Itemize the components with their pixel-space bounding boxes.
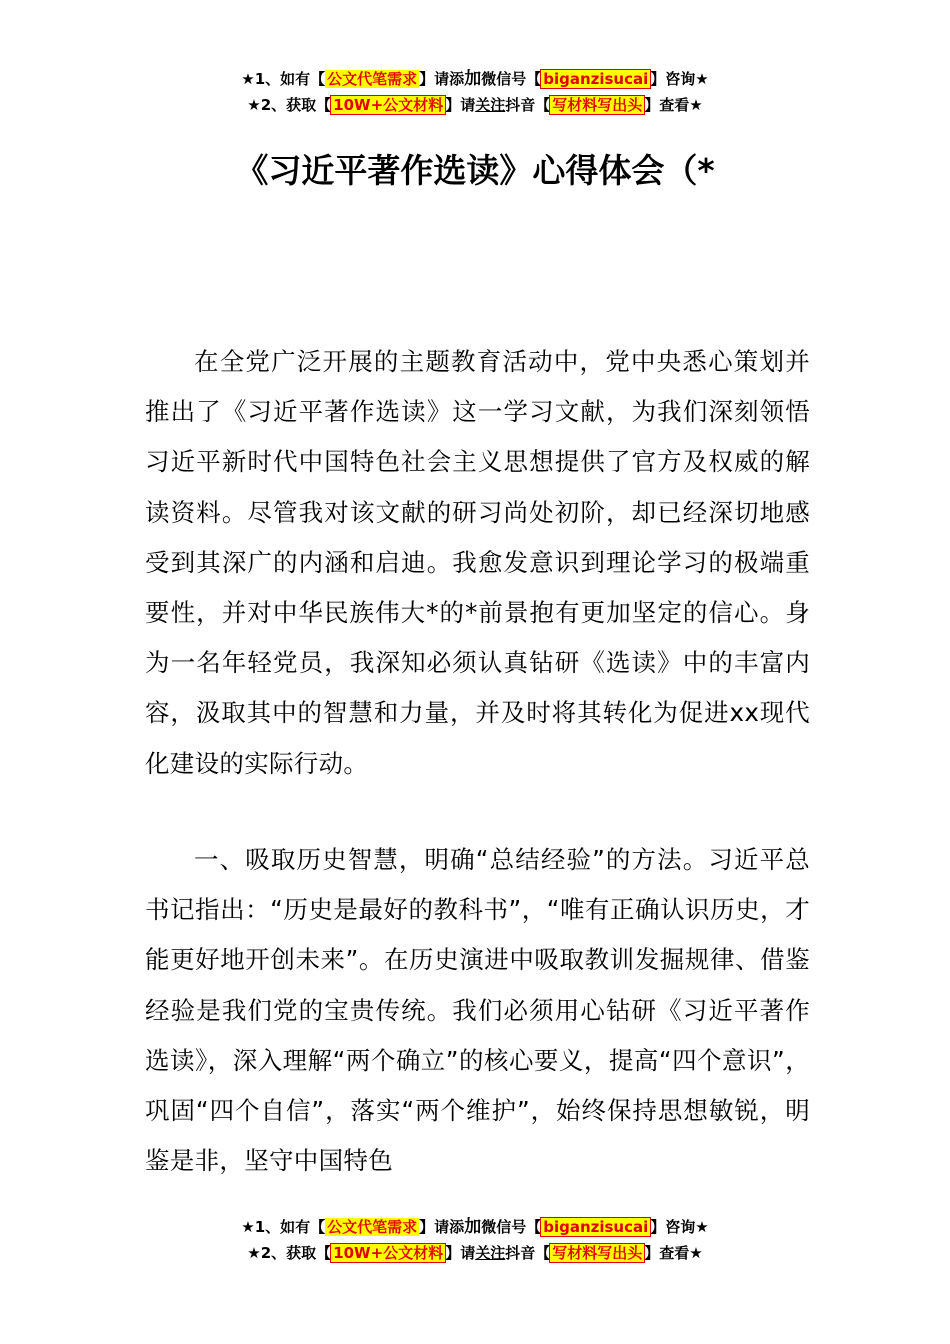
highlight-douyin: 写材料写出头 — [552, 1244, 643, 1262]
promo-line-2: ★2、获取【 10W+公文材料 】请关注抖音【 写材料写出头 】查看★ — [247, 96, 703, 114]
highlight-wechat-id: biganzisucai — [543, 70, 649, 88]
document-title: 《习近平著作选读》心得体会（* — [235, 151, 715, 190]
promo-line-2: ★2、获取【 10W+公文材料 】请关注抖音【 写材料写出头 】查看★ — [247, 1244, 703, 1262]
paragraph-text: 在全党广泛开展的主题教育活动中，党中央悉心策划并推出了《习近平著作选读》这一学习文献，为我们深刻领悟习近平新时代中国特色社会主义思想提供了官方及权威的解读资料。尽管我对该文献的研习尚处初阶，却已经深切地感受到其深广的内涵和启迪。我愈发意识到理论学习的极端重要性，并对中华民族伟大*的*前景抱有更加坚定的信心。身为一名年轻党员，我深知必须认真钻研《选读》中的丰富内容，汲取其中的智慧和力量，并及时将其转化为促进xx现代化建设的实际行动。 — [145, 347, 810, 778]
promo-line-1: ★1、如有【 公文代笔需求 】请添加微信号【 biganzisucai 】咨询★ — [241, 69, 709, 89]
paragraph-text: 一、吸取历史智慧，明确“总结经验”的方法。习近平总书记指出：“历史是最好的教科书”，“唯有正确认识历史，才能更好地开创未来”。在历史演进中吸取教训发掘规律、借鉴经验是我们党的宝贵传统。我们必须用心钻研《习近平著作选读》，深入理解“两个确立”的核心要义，提高“四个意识”，巩固“四个自信”，落实“两个维护”，始终保持思想敏锐，明鉴是非，坚守中国特色 — [145, 845, 810, 1176]
promo-line-1: ★1、如有【 公文代笔需求 】请添加微信号【 biganzisucai 】咨询★ — [241, 1217, 709, 1237]
paragraph-section-one — [145, 835, 810, 1186]
paragraph-intro — [145, 337, 810, 789]
highlight-douyin: 写材料写出头 — [552, 96, 643, 114]
highlight-ghostwriting: 公文代笔需求 — [327, 70, 418, 88]
promo-banner-top — [0, 66, 950, 118]
promo-banner-bottom — [0, 1214, 950, 1266]
highlight-ghostwriting: 公文代笔需求 — [327, 1218, 418, 1236]
highlight-materials: 10W+公文材料 — [333, 1244, 444, 1262]
highlight-wechat-id: biganzisucai — [543, 1218, 649, 1236]
highlight-materials: 10W+公文材料 — [333, 96, 444, 114]
